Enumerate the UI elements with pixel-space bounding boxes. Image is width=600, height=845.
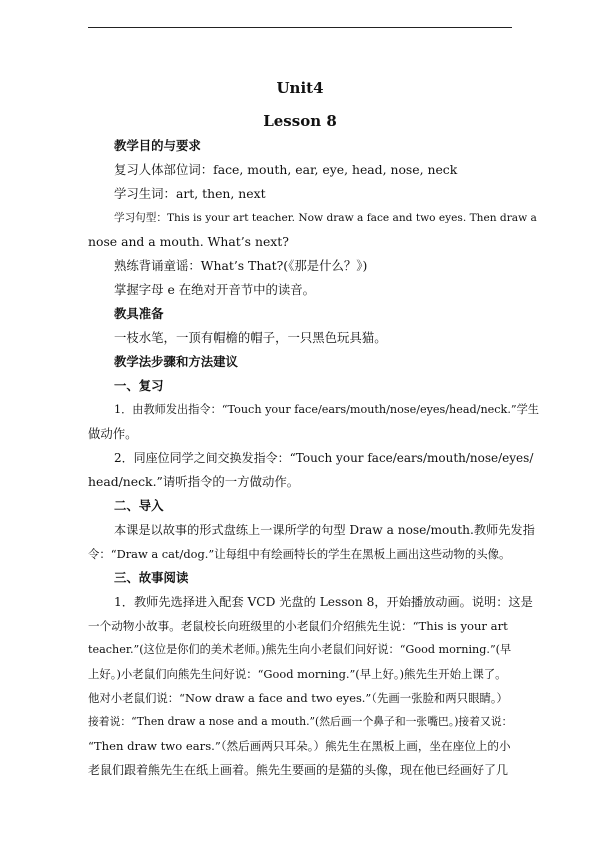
paragraph-line: 一个动物小故事。老鼠校长向班级里的小老鼠们介绍熊先生说：“This is your art (88, 619, 508, 633)
subheading-introduction: 二、导入 (114, 498, 164, 513)
lesson-title: Lesson 8 (263, 112, 337, 130)
paragraph-line: 他对小老鼠们说：“Now draw a face and two eyes.”（先画一张脸和两只眼睛。） (88, 691, 508, 705)
section-heading-materials: 教具准备 (114, 306, 164, 321)
paragraph-line: 接着说：“Then draw a nose and a mouth.”(然后画一个鼻子和一张嘴巴。)接着又说： (88, 715, 513, 728)
paragraph-line: 2．同座位同学之间交换发指令：“Touch your face/ears/mouth/nose/eyes/ (114, 451, 534, 465)
paragraph-line: 掌握字母 e 在绝对开音节中的读音。 (114, 282, 316, 297)
unit-title: Unit4 (276, 79, 324, 97)
header-rule (88, 27, 512, 28)
paragraph-line: 1．由教师发出指令：“Touch your face/ears/mouth/nose/eyes/head/neck.”学生 (114, 403, 539, 416)
subheading-review: 一、复习 (114, 378, 164, 393)
paragraph-line: 本课是以故事的形式盘练上一课所学的句型 Draw a nose/mouth.教师先发指 (114, 523, 535, 537)
paragraph-line: 1．教师先选择进入配套 VCD 光盘的 Lesson 8，开始播放动画。说明：这是 (114, 595, 533, 609)
paragraph-line: 令：“Draw a cat/dog.”让每组中有绘画特长的学生在黑板上画出这些动物的头像。 (88, 547, 511, 561)
paragraph-line: 学习句型：This is your art teacher. Now draw a face and two eyes. Then draw a (114, 212, 537, 224)
paragraph-line: 熟练背诵童谣：What’s That?(《那是什么？》) (114, 258, 368, 273)
paragraph-line: 做动作。 (88, 426, 138, 441)
paragraph-line: 老鼠们跟着熊先生在纸上画着。熊先生要画的是猫的头像，现在他已经画好了几 (88, 763, 509, 777)
paragraph-line: teacher.”(这位是你们的美术老师。)熊先生向小老鼠们问好说：“Good morning.”(早 (88, 643, 512, 656)
paragraph-line: 学习生词：art, then, next (114, 186, 266, 201)
paragraph-line: 复习人体部位词：face, mouth, ear, eye, head, nose, neck (114, 162, 458, 177)
section-heading-methods: 教学法步骤和方法建议 (114, 354, 238, 369)
paragraph-line: 上好。)小老鼠们向熊先生问好说：“Good morning.”(早上好。)熊先生开始上课了。 (88, 667, 507, 681)
subheading-story-reading: 三、故事阅读 (114, 570, 189, 585)
paragraph-line: nose and a mouth. What’s next? (88, 234, 289, 249)
paragraph-line: “Then draw two ears.”（然后画两只耳朵。）熊先生在黑板上画，坐在座位上的小 (88, 739, 511, 753)
paragraph-line: 一枝水笔，一顶有帽檐的帽子，一只黑色玩具猫。 (114, 330, 387, 345)
paragraph-line: head/neck.”请听指令的一方做动作。 (88, 474, 300, 489)
section-heading-objectives: 教学目的与要求 (114, 138, 201, 153)
